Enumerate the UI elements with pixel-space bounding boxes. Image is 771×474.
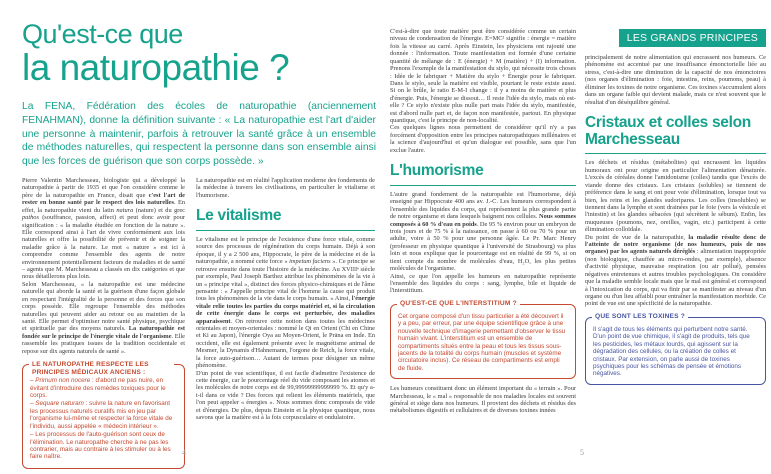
callout-box-interstitium-body: Cet organe composé d'un tissu particulier a été découvert il y a peu, par erreur, par une équipe scientifique grâce à une nouvelle technique d'imagerie permettant d'observer le tissu humain vivant. L'interstitium est un ensemble de compartiments situés entre la peau et tous les tissus sous-jacents de la totalité du corps humain (muscles et système circulatoire inclus). Ce réseau de compartiments est empli de fluide. [398, 312, 566, 372]
paragraph-humeurs-terrain: Les humeurs constituent donc un élément important du « terrain ». Pour Marchesseau, le « mal » responsable de nos maladies locales est souvent général et siège dans nos humeurs. Il provient des déchets et résidus des métabolismes digestifs et cellulaires et de diverses toxines innées [390, 385, 576, 415]
section-tag-les-grands-principes: LES GRANDS PRINCIPES [619, 29, 766, 47]
paragraph-vitalisme-science: D'un point de vue scientifique, il est facile d'admettre l'existence de cette énergie, car le pourcentage réel du vide composant les atomes et les molécules de notre corps est de 99,99999999999999 %. Et qu'y a-t-il dans ce vide ? Des forces qui relient les éléments matériels, que l'on peut appeler « énergies ». Nous sommes donc composés de vide et d'énergies. De plus, depuis Einstein et la physique quantique, nous savons que la matière est à la fois corpusculaire et ondulatoire. [196, 369, 375, 422]
callout-box-principes-list [30, 377, 177, 461]
callout-box-interstitium-title: QU'EST-CE QUE L'INTERSTITIUM ? [397, 300, 520, 308]
left-page-column-2 [196, 177, 375, 422]
page-number-left: 4 [182, 448, 186, 457]
principle-item-auto-guerison: – Les processus de l'auto-guérison sont ceux de l'élimination. Le naturopathe cherche à ne pas les contrarier, mais au contraire à les stimuler ou à les faire naître. [30, 431, 171, 461]
left-page-column-1 [22, 177, 185, 469]
callout-box-principes-title: LE NATUROPATHE RESPECTE LES PRINCIPES MÉDICAUX ANCIENS : [29, 361, 174, 377]
page-title-line2: la naturopathie ? [22, 47, 290, 89]
paragraph-dialogue-science: Ces quelques lignes nous permettent de considérer qu'il n'y a pas forcément d'opposition entre les principes naturopathiques millénaires et la science d'aujourd'hui et qu'un dialogue est possible, sans que l'un exclue l'autre. [390, 124, 576, 154]
principle-item-primum-non-nocere: – Primum non nocere : d'abord ne pas nuire, en évitant d'introduire des remèdes toxiques pour le corps. [30, 377, 166, 399]
callout-box-principes-medicaux [22, 360, 185, 469]
callout-box-toxines-body: Il s'agit de tous les éléments qui perturbent notre santé. D'un point de vue chimique, il s'agit de produits, tels que les pesticides, les métaux lourds, qui agissent sur la dégradation des cellules, ou la création de colles et cristaux. Par extension, on parle aussi de toxines psychiques pour les schémas de pensée et émotions négatives. [593, 325, 750, 378]
page-title-line1: Qu'est-ce que [22, 19, 183, 49]
callout-box-toxines [585, 313, 766, 385]
callout-box-interstitium [390, 300, 576, 379]
callout-box-toxines-title: QUE SONT LES TOXINES ? [592, 313, 688, 321]
section-heading-cristaux-colles: Cristaux et colles selon Marchesseau [585, 115, 766, 154]
paragraph-humeurs-liquides: Ainsi, ce que l'on appelle les humeurs en naturopathie représente l'ensemble des liquides du corps : sang, lymphe, bile et liquide de l'interstitium. [390, 272, 576, 295]
paragraph-cristaux-colles-origine: Les déchets et résidus (métabolites) qui encrassent les liquides humoraux ont pour origine en particulier l'alimentation dénaturée. L'excès de céréales donne l'amidonisme (colles) tandis que l'excès de viande donne des cristaux. Les cristaux (solubles) se tiennent de préférence dans le sang et ont pour voie d'élimination, lorsque tout va bien, les reins et les glandes sudoripares. Les colles (insolubles) se tiennent dans la lymphe et sont drainées par le foie (vers la vésicule et l'intestin) et les glandes sébacées (qui sécrètent le sébum). Enfin, les muqueuses (poumons, nez, oreilles, vagin, etc.) participent à cette élimination colloïdale. [585, 159, 766, 234]
intro-definition-paragraph: La FENA, Fédération des écoles de naturopathie (anciennement FENAHMAN), donne la définition suivante : « La naturopathie est l'art d'aider une personne à maintenir, parfois à retrouver la santé grâce à un ensemble de méthodes naturelles, qui respectent la personne dans son ensemble ainsi que les forces de guérison que son corps possède. » [22, 101, 376, 168]
paragraph-energie-condensation: C'est-à-dire que toute matière peut être considérée comme un certain niveau de condensation de l'énergie. E=MC² signifie : énergie = matière fois la vitesse au carré. Après Einstein, les physiciens ont rajouté une donnée : l'information. Toute manifestation est formée d'une certaine quantité de mélange de : E (énergie) + M (matière) + (I) information. Prenons l'exemple de la manifestation du stylo, qui nécessite trois choses : Idée de le fabriquer + Matière du stylo + Énergie pour le fabriquer. Dans le stylo, seule la matière est visible, pourtant le reste existe aussi. Si on le brûle, le ratio E-M-I change : il y a moins de matière et plus d'énergie. Puis, l'énergie se dissout… Il reste l'idée du stylo, mais où est-elle ? Ce stylo n'existe plus nulle part mais l'idée du stylo, manifestée, est d'abord nulle part et, de façon non manifestée, partout. En physique quantique, c'est le principe de non-localité. [390, 28, 576, 125]
right-page-column-2 [585, 54, 766, 385]
paragraph-marchesseau-origins: Pierre Valentin Marchesseau, biologiste qui a développé la naturopathie à partir de 1935 et que l'on considère comme le père de la naturopathie en France, disait que c'est l'art de rester en bonne santé par le respect des lois naturelles. En effet, la naturopathie vient du latin natura (nature) et du grec pathos (souffrance, passion, affect) et peut donc avoir pour signification : « la maladie étudiée en fonction de la nature ». Elle correspond ainsi à l'art de vivre conformément aux lois naturelles et offre la possibilité de prévenir et de soigner la maladie grâce à la nature. Le mot « nature » est ici à comprendre comme l'ensemble des agents de notre environnement potentiellement facteurs de maladies et de santé – agents que M. Marchesseau a classés en dix catégories et que nous détaillerons plus loin. [22, 177, 185, 281]
right-page-column-1 [390, 28, 576, 415]
principle-item-sequare-naturam: – Sequare naturam : suivre la nature en favorisant les processus naturels curatifs mis en jeu par l'organisme lui-même et respecter la force vitale de l'individu, aussi appelée « médecin intérieur ». [30, 400, 173, 430]
paragraph-humorisme-eau: L'autre grand fondement de la naturopathie est l'humorisme, déjà enseigné par Hippocrate 400 ans av. J.-C. Les humeurs correspondent à l'ensemble des liquides du corps, qui représentent la plus grande partie de notre organisme et dans lesquels baignent nos cellules. Nous sommes composés à 60 % d'eau en poids. De 95 % environ pour un embryon de trois jours et de 75 % à la naissance, on passe à 60 ou 70 % pour un adulte, voire à 50 % pour une personne âgée. Le Pr. Marc Henry (professeur en physique quantique à l'université de Strasbourg) va plus loin et nous explique que le pourcentage est en réalité de 99 %, si on tient compte du nombre de molécules d'eau, H₂O, les plus petites molécules de l'organisme. [390, 190, 576, 273]
paragraph-fondements-civilisations: La naturopathie est en réalité l'application moderne des fondements de la médecine à travers les civilisations, en particulier le vitalisme et l'humorisme. [196, 177, 375, 199]
paragraph-vitalisme-principe: Le vitalisme est le principe de l'existence d'une force vitale, comme source des processus de régénération du corps humain. Déjà à son époque, il y a 2 500 ans, Hippocrate, le père de la médecine et de la naturopathie, a nommé cette force « impetum faciens ». Ce principe se retrouve ensuite dans toute l'histoire de la médecine. Au XVIIIᵉ siècle par exemple, Paul Joseph Barthez attribue les phénomènes de la vie à un « principe vital », distinct des forces physico-chimiques et de l'âme pensante : « J'appelle principe vital de l'homme la cause qui produit tous les phénomènes de la vie dans le corps humain. » Ainsi, l'énergie vitale relie toutes les parties du corps matériel et, si la circulation de cette énergie dans le corps est perturbée, des maladies apparaissent. On retrouve cette notion dans toutes les médecines orientales et moyen-orientales : nommé le Qi en Orient (Chi en Chine et Ki au Japon), l'énergie Oya au Moyen-Orient, le Prāna en Inde. En occident, elle est également présente avec le magnétisme animal de Mesmer, la Dynamis d'Hahnemann, l'orgone de Reich, la force vitale, la force auto-guérison… Autant de termes pour désigner un même phénomène. [196, 236, 375, 370]
paragraph-emonctoires: principalement de notre alimentation qui encrassent nos humeurs. Ce phénomène est accentué par une insuffisance émonctorielle liée au stress, c'est-à-dire une diminution de la capacité de nos émonctoires (nos organes d'élimination : foie, intestins, reins, poumons, peau) à éliminer les toxines de notre organisme. Ces toxines s'accumulent alors dans un organe faible qui devient malade, mais ce n'est souvent que le résultat d'un déséquilibre général. [585, 54, 766, 106]
paragraph-marchesseau-definition: Selon Marchesseau, « la naturopathie est une médecine naturelle qui aborde la santé et la guérison d'une façon globale en respectant l'intégralité de la personne et des forces que son corps possède. Elle regroupe l'ensemble des méthodes naturelles qui peuvent aider au retour ou au maintien de la santé. Elle permet d'optimiser notre santé physique, psychique et spirituelle par des moyens naturels. La naturopathie est fondée sur le principe de l'énergie vitale de l'organisme. Elle rassemble les pratiques issues de la tradition occidentale et repose sur dix agents naturels de santé ». [22, 280, 186, 355]
page-title [22, 20, 289, 88]
paragraph-maladie-agents-deregles: Du point de vue de la naturopathie, la maladie résulte donc de l'atteinte de notre organisme (de nos humeurs, puis de nos organes) par les agents naturels déréglés : alimentation inappropriée (non biologique, chauffée au micro-ondes, par exemple), absence d'activité physique, mauvaise respiration (ou air pollué), pensées négatives entretenues et autres troubles psychologiques. On considère que la maladie semble locale mais que le mal est général et correspond à l'intoxication du corps, qui va finir par se manifester au niveau d'un organe ou d'un lieu affaibli pour entraîner la manifestation morbide. Ce point de vue est une spécificité de la naturopathie. [585, 233, 767, 308]
section-heading-humorisme: L'humorisme [390, 163, 576, 186]
section-heading-vitalisme: Le vitalisme [196, 208, 375, 231]
page-number-right: 5 [580, 448, 584, 457]
